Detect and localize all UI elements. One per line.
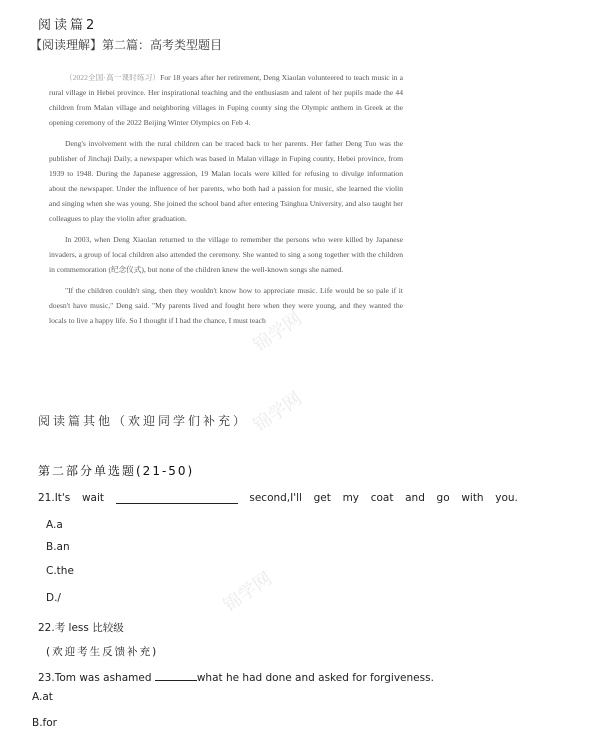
q23-option-b: B.for: [32, 717, 57, 729]
q21-word: 21.It's: [38, 492, 71, 504]
q23-blank: [155, 669, 197, 681]
q21-word: get: [313, 492, 331, 504]
passage-source: （2022全国·高一课时练习）: [65, 73, 161, 82]
passage-paragraph-4: "If the children couldn't sing, then they wouldn't know how to appreciate music. Life would be so pale if it doesn't have music," Deng said. "My parents lived and fought here when they were young, and they wanted the locals to live a happy life. So I thought if I had the chance, I must teach: [49, 286, 403, 325]
q21-word: go: [436, 492, 450, 504]
passage-p1-text: For 18 years after her retirement, Deng Xiaolan volunteered to teach music in a rural village in Hebei province. Her inspirational teaching and the enthusiasm and talent of her pupils made the 44 children from Malan village and neighboring villages in Fuping county sing the Olympic anthem in Greek at the opening ceremony of the 2022 Beijing Winter Olympics on Feb 4.: [49, 73, 403, 127]
q23-option-a: A.at: [32, 691, 53, 703]
q21-word: with: [461, 492, 484, 504]
q21-option-d: D./: [46, 592, 61, 604]
q21-word: and: [405, 492, 425, 504]
q23-suffix: what he had done and asked for forgiveness.: [196, 672, 434, 684]
other-reading-note: 阅读篇其他（欢迎同学们补充）: [38, 414, 249, 428]
q21-option-b: B.an: [46, 541, 70, 553]
q21-word: wait: [81, 492, 105, 504]
question-22: 22.考 less 比较级: [38, 622, 124, 634]
q23-prefix: 23.Tom was ashamed: [38, 672, 155, 684]
reading-passage-image: [49, 70, 403, 334]
passage-paragraph-2: Deng's involvement with the rural children can be traced back to her parents. Her father Deng Tuo was the publisher of Jinchaji Daily, a newspaper which was based in Malan village in Fuping county, Hebei province, from 1939 to 1948. During the Japanese aggression, 19 Malan locals were killed for refusing to divulge information about the newspaper. Under the influence of her parents, who both had a passion for music, she learned the violin and singing when she was young. She joined the school band after entering Tsinghua University, and also taught her colleagues to play the violin after graduation.: [49, 139, 403, 223]
q21-word: my: [342, 492, 360, 504]
q21-word: coat: [370, 492, 394, 504]
reading-subtitle: 【阅读理解】第二篇：高考类型题目: [30, 38, 223, 52]
question-23: [38, 669, 434, 684]
q21-word: second,I'll: [249, 492, 302, 504]
q21-word: you.: [495, 492, 518, 504]
watermark: 锦学网: [249, 388, 307, 437]
passage-paragraph-1: [49, 70, 403, 130]
watermark: 锦学网: [249, 308, 307, 357]
section-title-choice: 第二部分单选题(21-50): [38, 464, 195, 478]
question-21: [38, 492, 518, 504]
q21-option-c: C.the: [46, 565, 74, 577]
q21-option-a: A.a: [46, 519, 63, 531]
passage-paragraph-3: In 2003, when Deng Xiaolan returned to the village to remember the persons who were killed by Japanese invaders, a group of local children also attended the ceremony. She wanted to sing a song together with the children in commemoration (纪念仪式), but none of the children knew the well-known songs she named.: [49, 235, 403, 274]
q22-note: (欢迎考生反馈补充): [46, 646, 159, 658]
section-title-reading: 阅读篇2: [38, 18, 98, 33]
watermark: 锦学网: [219, 568, 277, 617]
q21-blank: [116, 492, 238, 504]
